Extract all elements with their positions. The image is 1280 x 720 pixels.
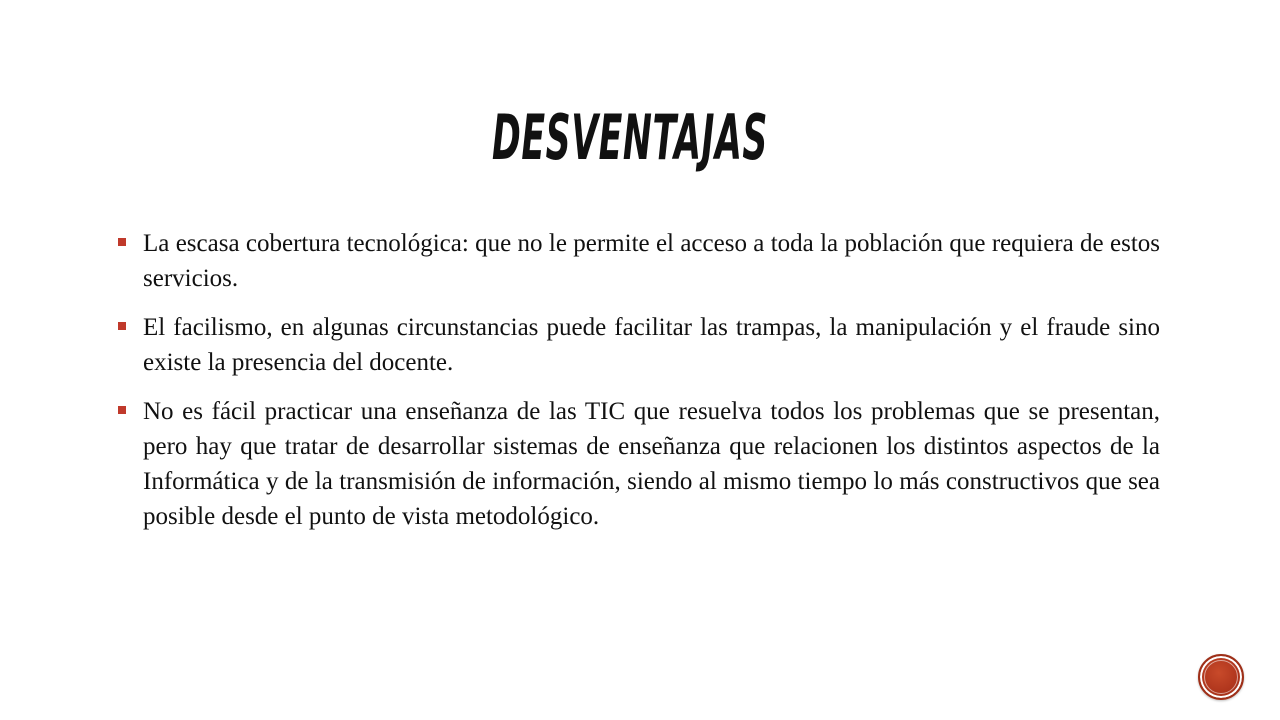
bullet-item [118, 394, 1160, 534]
bullet-item [118, 310, 1160, 380]
square-bullet-icon [118, 322, 126, 330]
bullet-text: La escasa cobertura tecnológica: que no le permite el acceso a toda la población que requiera de estos servicios. [143, 230, 1160, 292]
slide-nav-circle-button[interactable] [1198, 654, 1244, 700]
bullet-text: No es fácil practicar una enseñanza de las TIC que resuelva todos los problemas que se presentan, pero hay que tratar de desarrollar sistemas de enseñanza que relacionen los distintos aspectos de la Informática y de la transmisión de información, siendo al mismo tiempo lo más constructivos que sea posible desde el punto de vista metodológico. [143, 398, 1160, 530]
bullet-text: El facilismo, en algunas circunstancias puede facilitar las trampas, la manipulación y el fraude sino existe la presencia del docente. [143, 314, 1160, 376]
bullet-list [118, 226, 1160, 548]
bullet-item [118, 226, 1160, 296]
slide-title: DESVENTAJAS [492, 101, 769, 174]
square-bullet-icon [118, 238, 126, 246]
square-bullet-icon [118, 406, 126, 414]
slide-title-container [492, 98, 985, 178]
